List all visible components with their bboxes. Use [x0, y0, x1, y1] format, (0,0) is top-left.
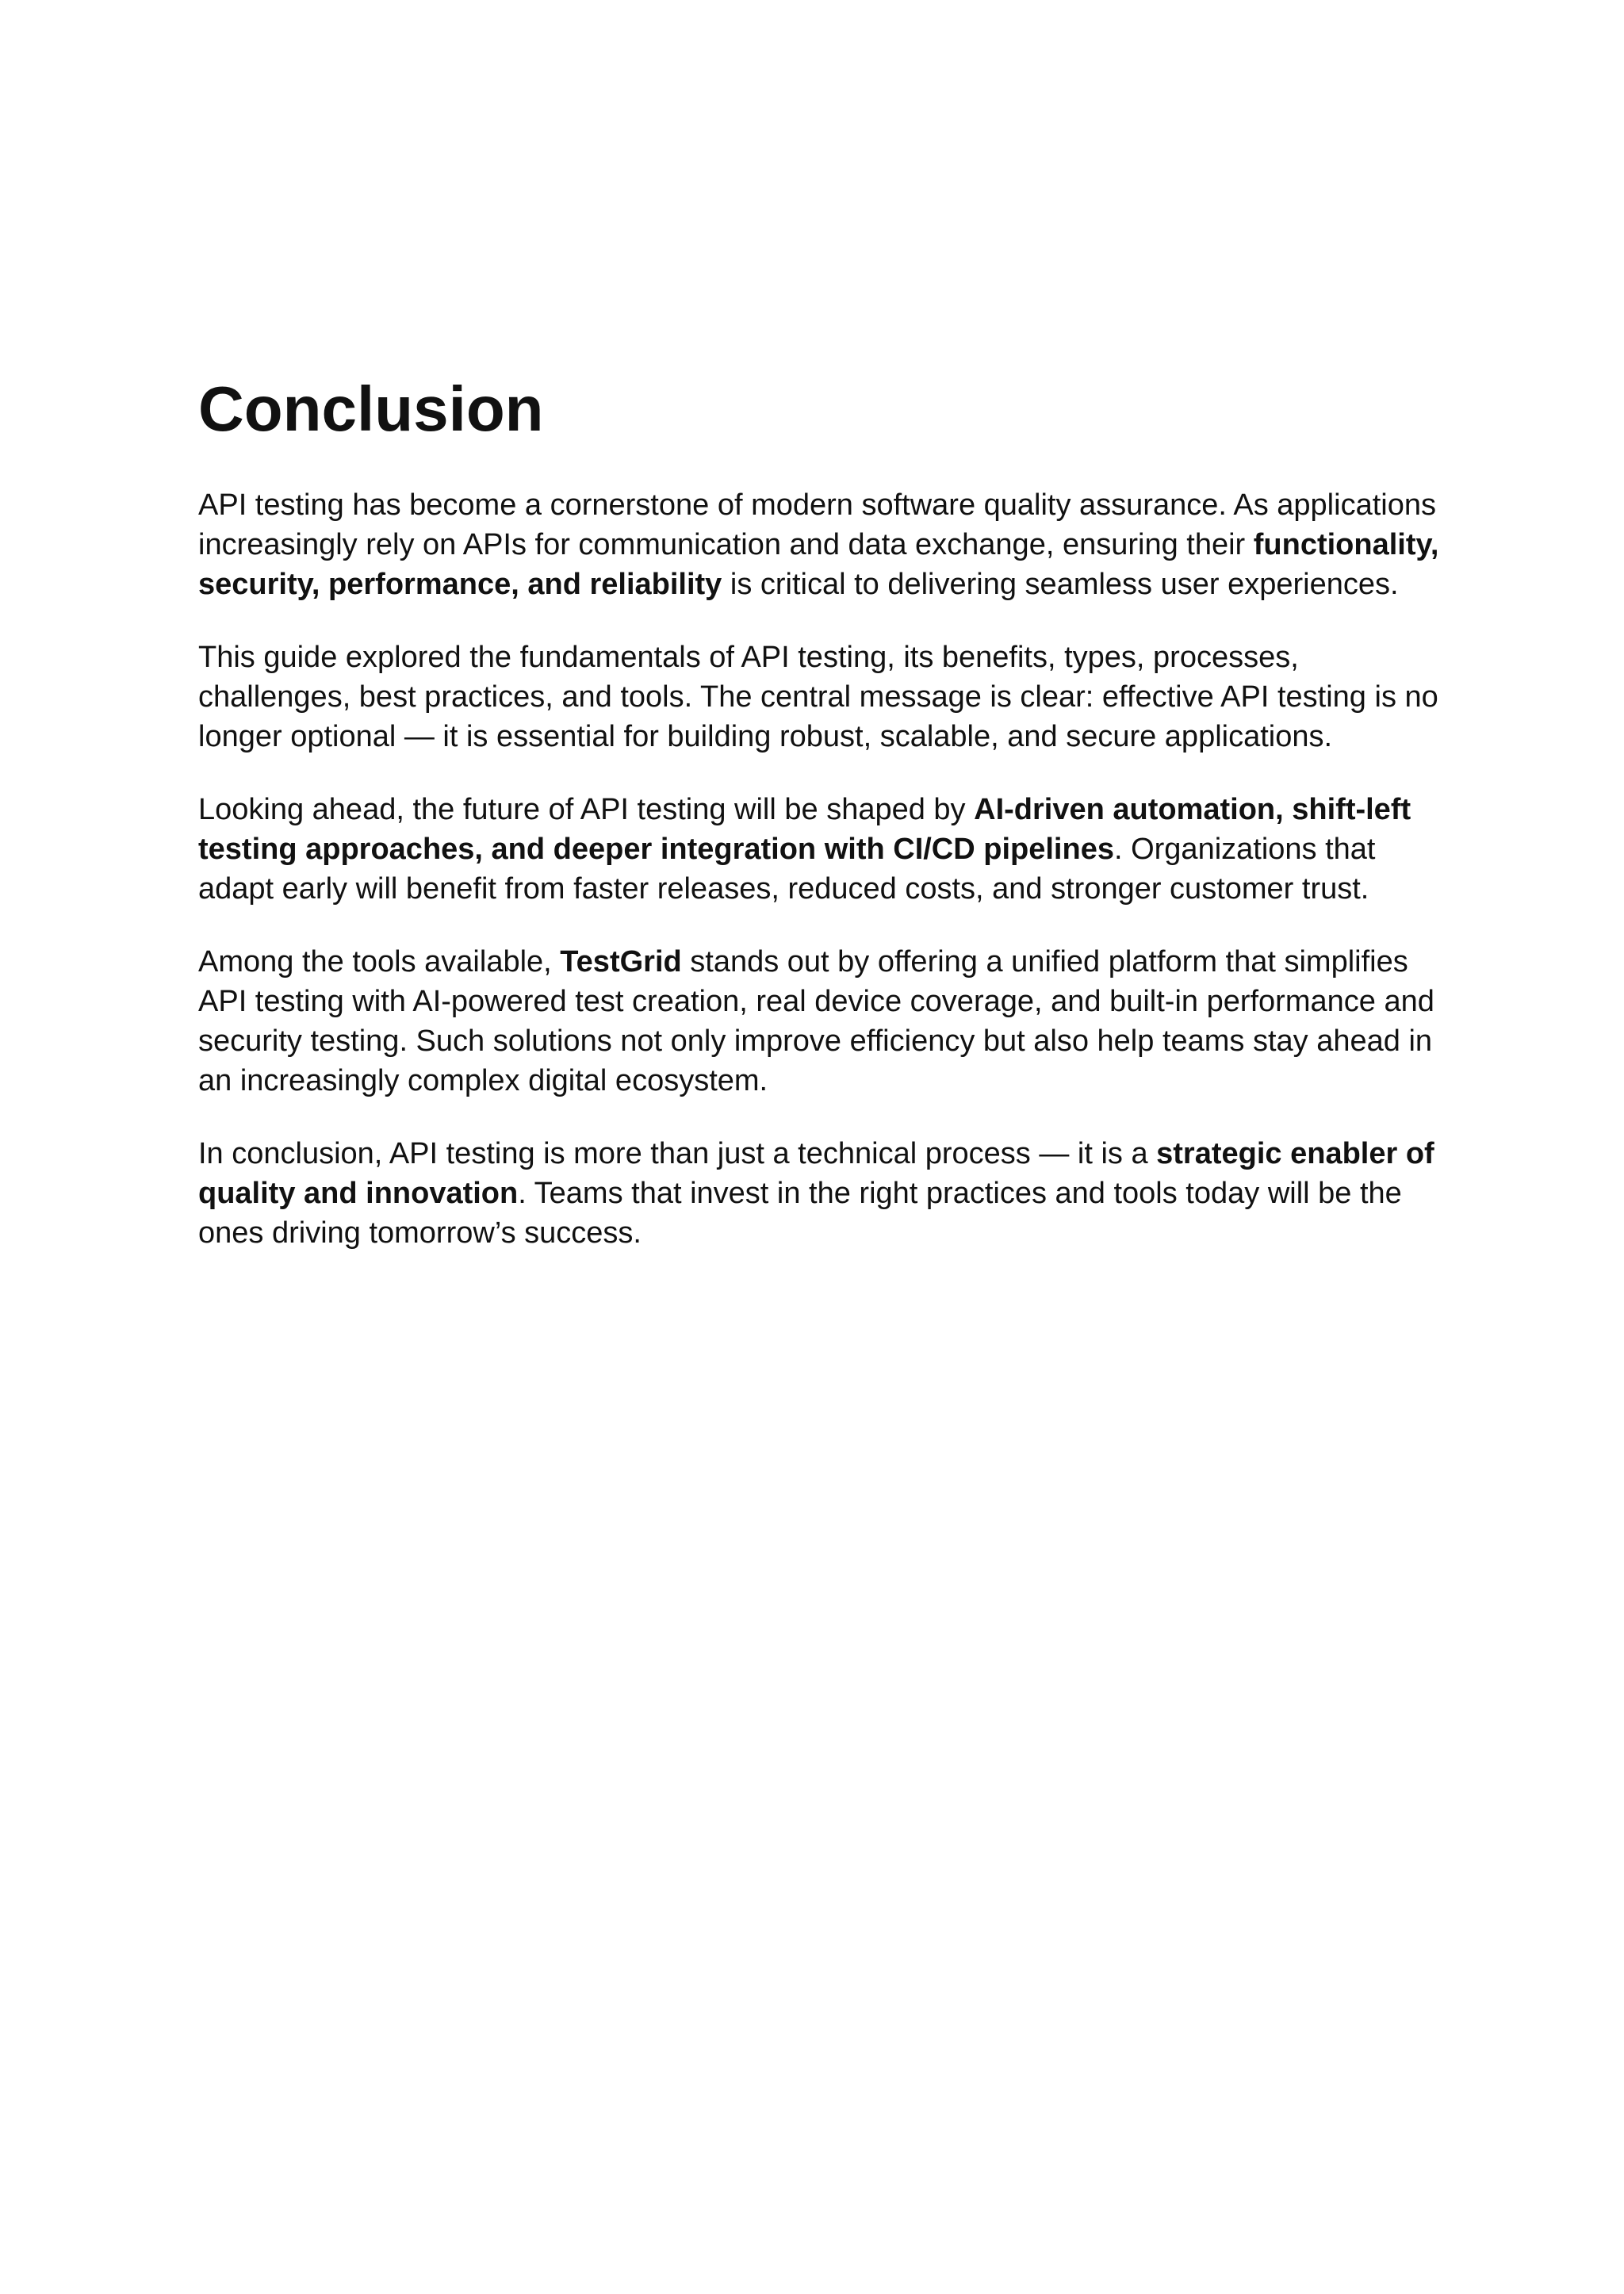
paragraph-intro: [198, 485, 1451, 604]
paragraph-future: [198, 790, 1451, 909]
emphasis-text: TestGrid: [560, 945, 682, 978]
paragraph-text: . Organizations that adapt early will benefit from faster releases, reduced costs, and stronger customer trust.: [198, 833, 1376, 906]
paragraph-text: Looking ahead, the future of API testing will be shaped by: [198, 793, 975, 826]
paragraph-closing: [198, 1134, 1451, 1253]
emphasis-text: functionality, security, performance, and reliability: [198, 528, 1439, 601]
page-title: Conclusion: [198, 373, 544, 444]
paragraph-text: Among the tools available,: [198, 945, 561, 978]
paragraph-text: stands out by offering a unified platform that simplifies API testing with AI-powered test creation, real device coverage, and built-in performance and security testing. Such solutions not only improve efficiency but also help teams stay ahead in an increasingly complex digital ecosystem.: [198, 945, 1434, 1097]
paragraph-text: API testing has become a cornerstone of modern software quality assurance. As applications increasingly rely on APIs for communication and data exchange, ensuring their: [198, 488, 1436, 561]
document-page: [198, 373, 1451, 1286]
paragraph-text: is critical to delivering seamless user experiences.: [722, 568, 1399, 601]
paragraph-text: . Teams that invest in the right practices and tools today will be the ones driving tomorrow’s success.: [198, 1177, 1402, 1250]
paragraph-text: This guide explored the fundamentals of API testing, its benefits, types, processes, challenges, best practices, and tools. The central message is clear: effective API testing is no longer optional — it is essential for building robust, scalable, and secure applications.: [198, 641, 1438, 753]
paragraph-tools: [198, 942, 1451, 1101]
emphasis-text: strategic enabler of quality and innovation: [198, 1137, 1434, 1210]
paragraph-text: In conclusion, API testing is more than just a technical process — it is a: [198, 1137, 1157, 1170]
paragraph-summary: [198, 638, 1451, 756]
emphasis-text: AI-driven automation, shift-left testing approaches, and deeper integration with CI/CD pipelines: [198, 793, 1411, 866]
